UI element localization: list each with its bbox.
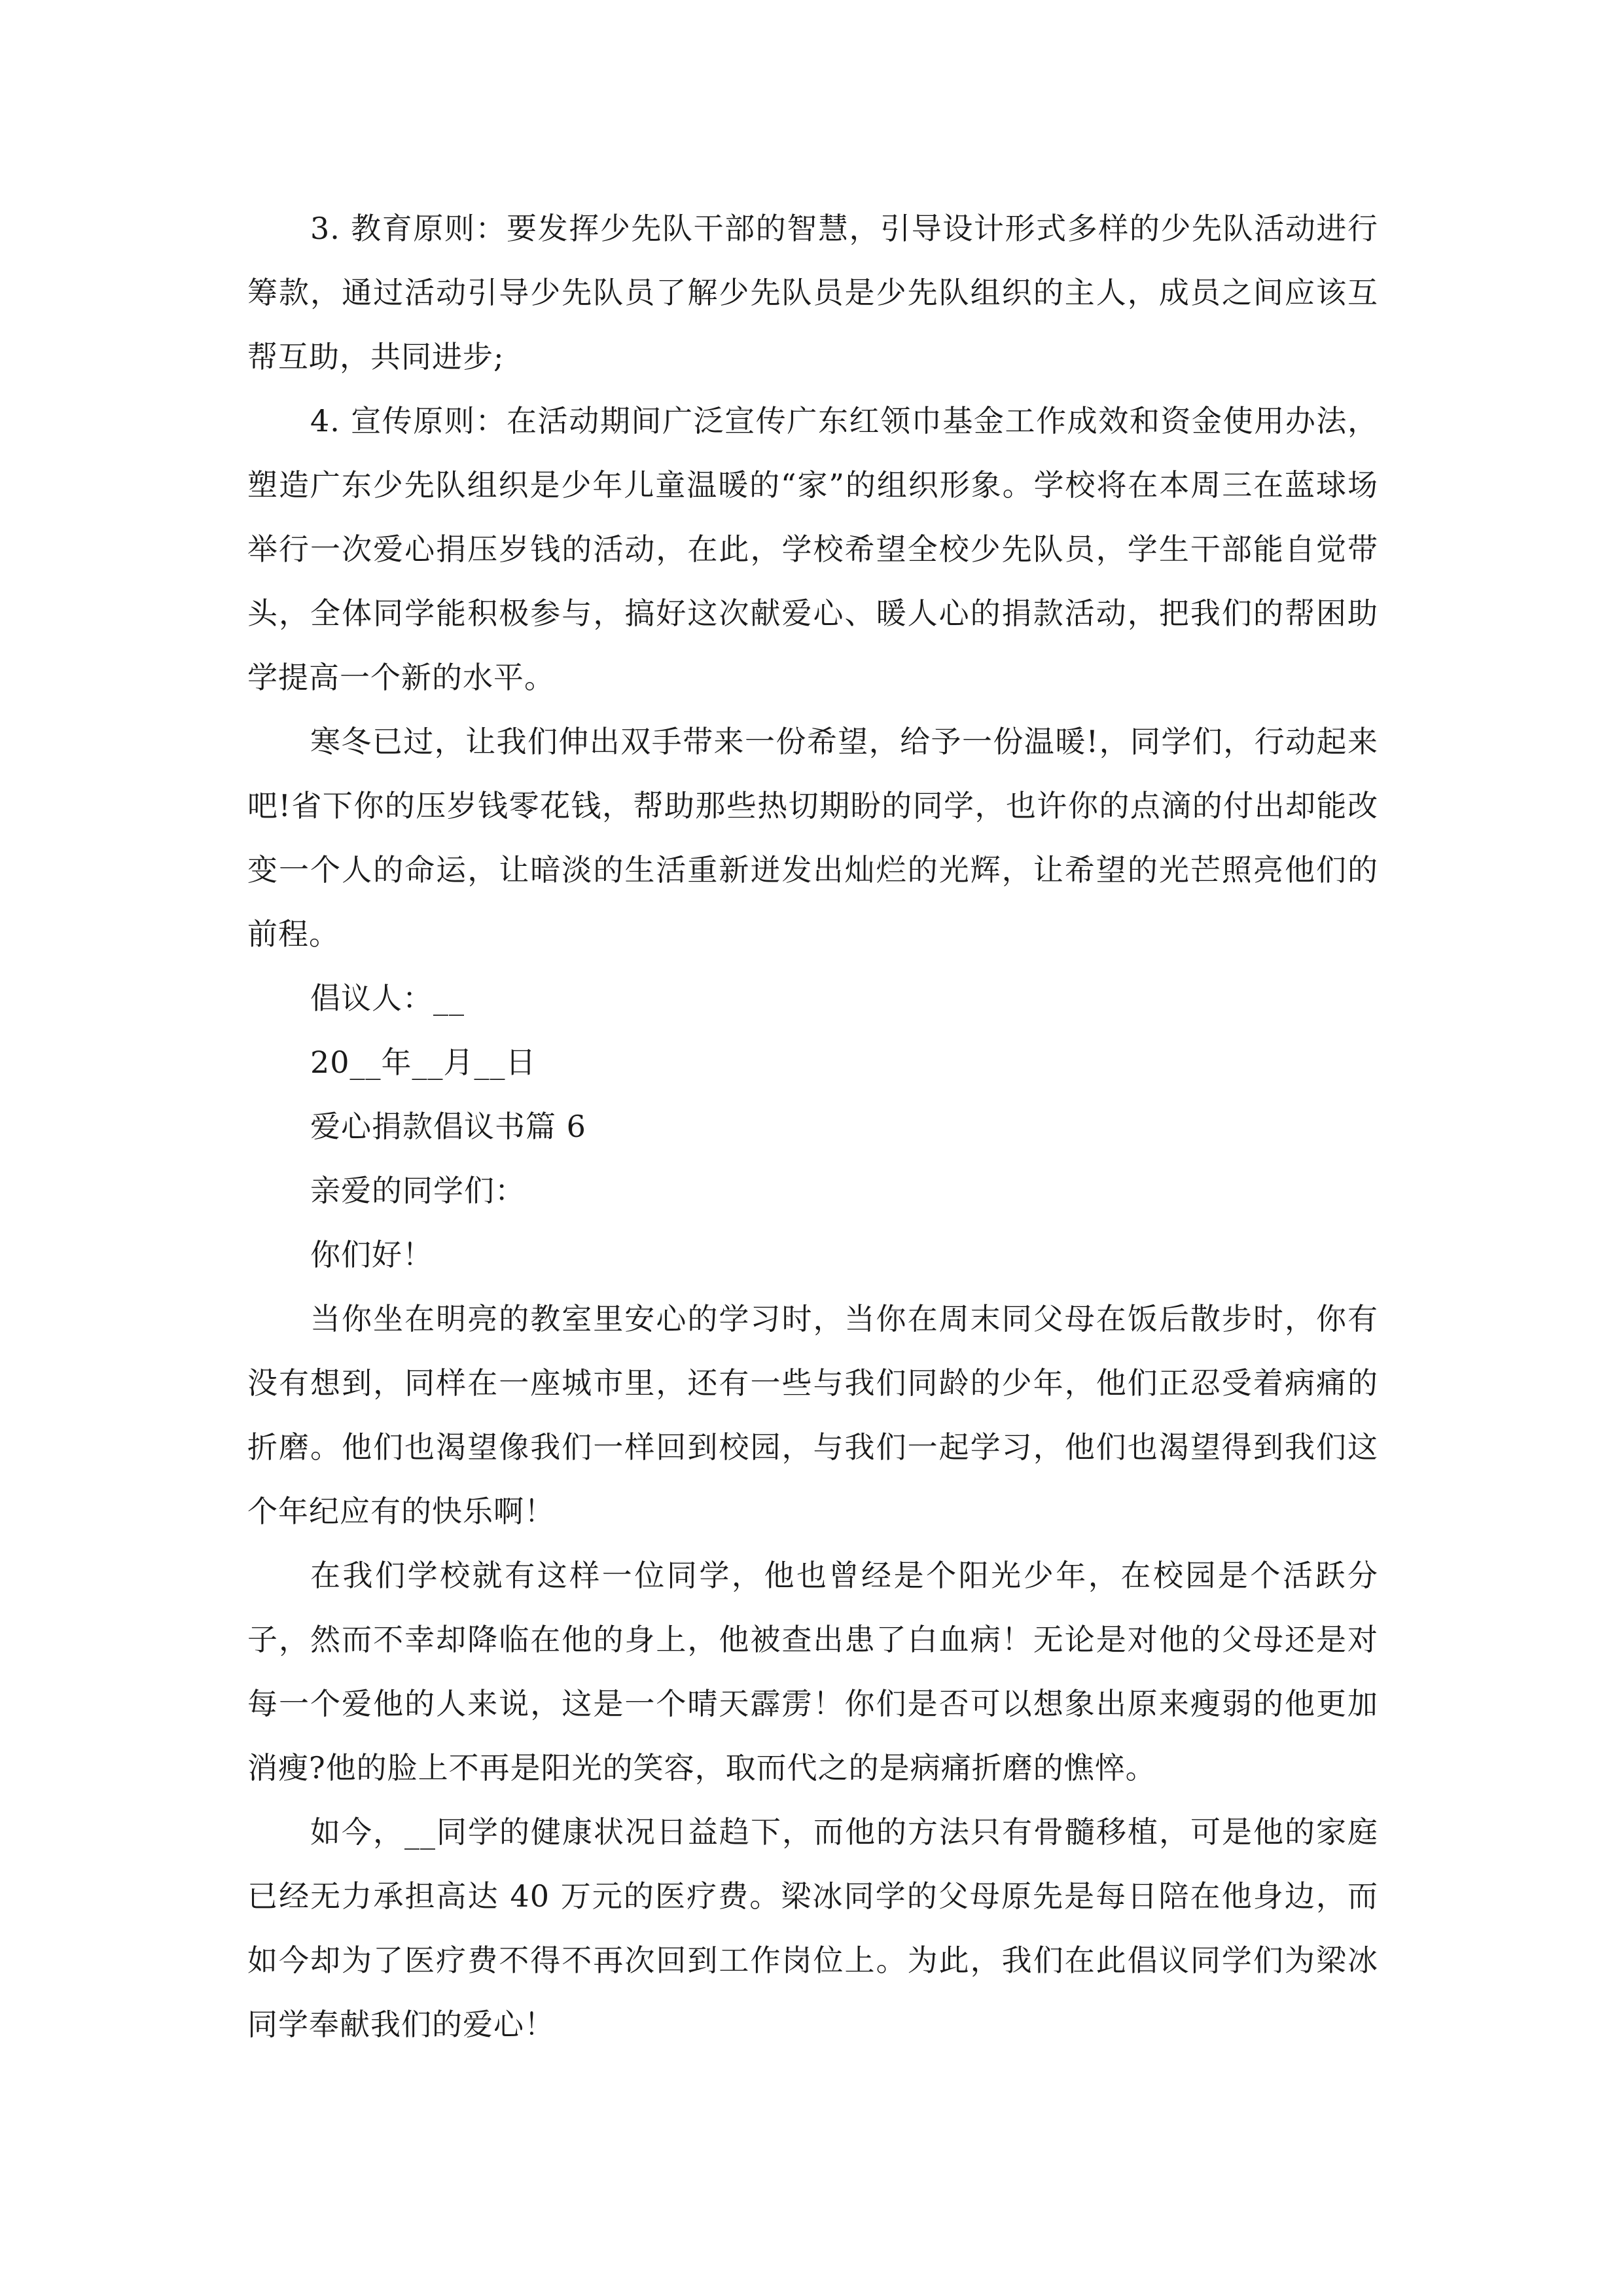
paragraph-education-principle: 3. 教育原则：要发挥少先队干部的智慧，引导设计形式多样的少先队活动进行筹款，通过活动引导少先队员了解少先队员是少先队组织的主人，成员之间应该互帮互助，共同进步; — [247, 211, 1378, 374]
paragraph-classmate-story: 在我们学校就有这样一位同学，他也曾经是个阳光少年，在校园是个活跃分子，然而不幸却降临在他的身上，他被查出患了白血病！无论是对他的父母还是对每一个爱他的人来说，这是一个晴天霹雳！你们是否可以想象出原来瘦弱的他更加消瘦?他的脸上不再是阳光的笑容，取而代之的是病痛折磨的憔悴。 — [247, 1558, 1378, 1785]
section-title: 爱心捐款倡议书篇 6 — [310, 1109, 586, 1144]
paragraph-appeal: 如今，__同学的健康状况日益趋下，而他的方法只有骨髓移植，可是他的家庭已经无力承担高达 40 万元的医疗费。梁冰同学的父母原先是每日陪在他身边，而如今却为了医疗费不得不再次回到工作岗位上。为此，我们在此倡议同学们为梁冰同学奉献我们的爱心！ — [247, 1814, 1378, 2042]
paragraph-call-to-action: 寒冬已过，让我们伸出双手带来一份希望，给予一份温暖!，同学们，行动起来吧!省下你的压岁钱零花钱，帮助那些热切期盼的同学，也许你的点滴的付出却能改变一个人的命运，让暗淡的生活重新迸发出灿烂的光辉，让希望的光芒照亮他们的前程。 — [247, 724, 1378, 952]
signature-line: 倡议人：__ — [310, 980, 465, 1016]
greeting: 你们好！ — [310, 1237, 433, 1272]
document-body — [247, 196, 1378, 2056]
date-line: 20__年__月__日 — [310, 1045, 537, 1080]
paragraph-publicity-principle: 4. 宣传原则：在活动期间广泛宣传广东红领巾基金工作成效和资金使用办法，塑造广东少先队组织是少年儿童温暖的“家”的组织形象。学校将在本周三在蓝球场举行一次爱心捐压岁钱的活动，在此，学校希望全校少先队员，学生干部能自觉带头，全体同学能积极参与，搞好这次献爱心、暖人心的捐款活动，把我们的帮困助学提高一个新的水平。 — [247, 403, 1378, 695]
salutation: 亲爱的同学们： — [310, 1173, 526, 1208]
paragraph-intro: 当你坐在明亮的教室里安心的学习时，当你在周末同父母在饭后散步时，你有没有想到，同样在一座城市里，还有一些与我们同龄的少年，他们正忍受着病痛的折磨。他们也渴望像我们一样回到校园，与我们一起学习，他们也渴望得到我们这个年纪应有的快乐啊！ — [247, 1301, 1378, 1529]
